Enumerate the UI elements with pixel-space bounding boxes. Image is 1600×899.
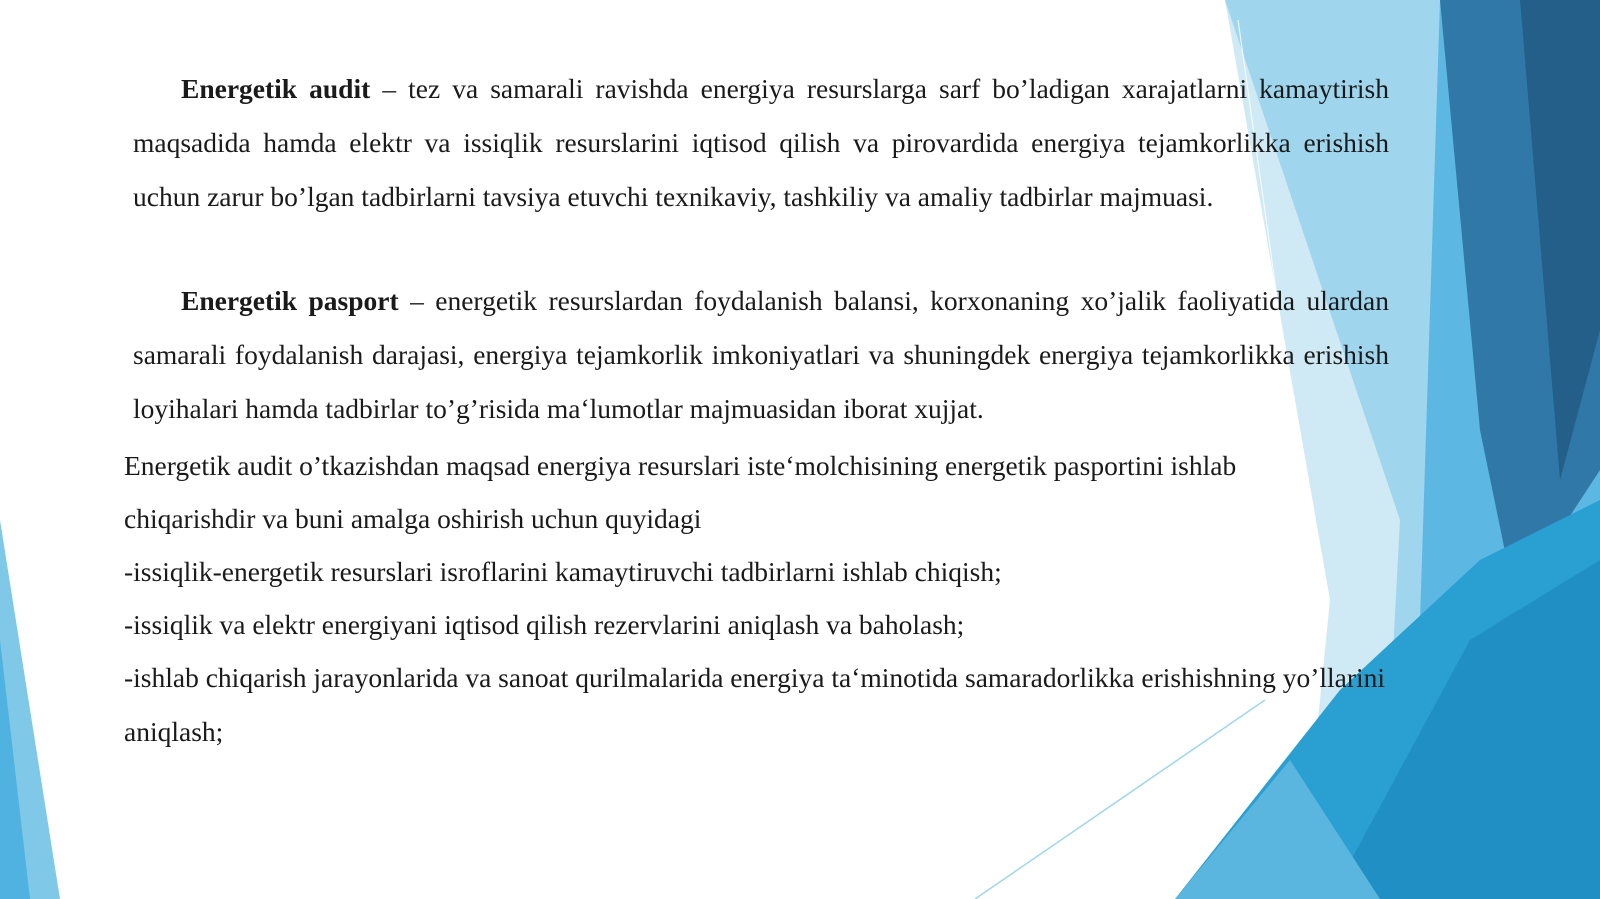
definition-pasport-text: – energetik resurslardan foydalanish balansi, korxonaning xo’jalik faoliyatida ulardan samarali foydalanish darajasi, energiya tejamkorlik imkoniyatlari va shuningdek energiya tejamkorlikka erishish loyihalari hamda tadbirlar to’g’risida ma‘lumotlar majmuasidan iborat xujjat. [133,285,1389,424]
term-pasport: Energetik pasport [181,285,399,316]
definition-audit-text: – tez va samarali ravishda energiya resurslarga sarf bo’ladigan xarajatlarni kamaytirish maqsadida hamda elektr va issiqlik resurslarini iqtisod qilish va pirovardida energiya tejamkorlikka erishish uchun zarur bo’lgan tadbirlarni tavsiya etuvchi texnikaviy, tashkiliy va amaliy tadbirlar majmuasi. [133,73,1389,212]
term-audit: Energetik audit [181,73,371,104]
intro-line-1: Energetik audit o’tkazishdan maqsad energiya resurslari iste‘molchisining energetik pasportini ishlab [124,450,1237,481]
definition-pasport [133,274,1389,436]
intro-line-2: chiqarishdir va buni amalga oshirish uchun quyidagi [124,503,702,534]
list-item-2: -issiqlik va elektr energiyani iqtisod qilish rezervlarini aniqlash va baholash; [124,609,965,640]
definition-audit [133,62,1389,224]
list-item-3: -ishlab chiqarish jarayonlarida va sanoat qurilmalarida energiya ta‘minotida samaradorlikka erishishning yo’llarini aniqlash; [124,662,1386,747]
list-item-1: -issiqlik-energetik resurslari isroflarini kamaytiruvchi tadbirlarni ishlab chiqish; [124,556,1002,587]
